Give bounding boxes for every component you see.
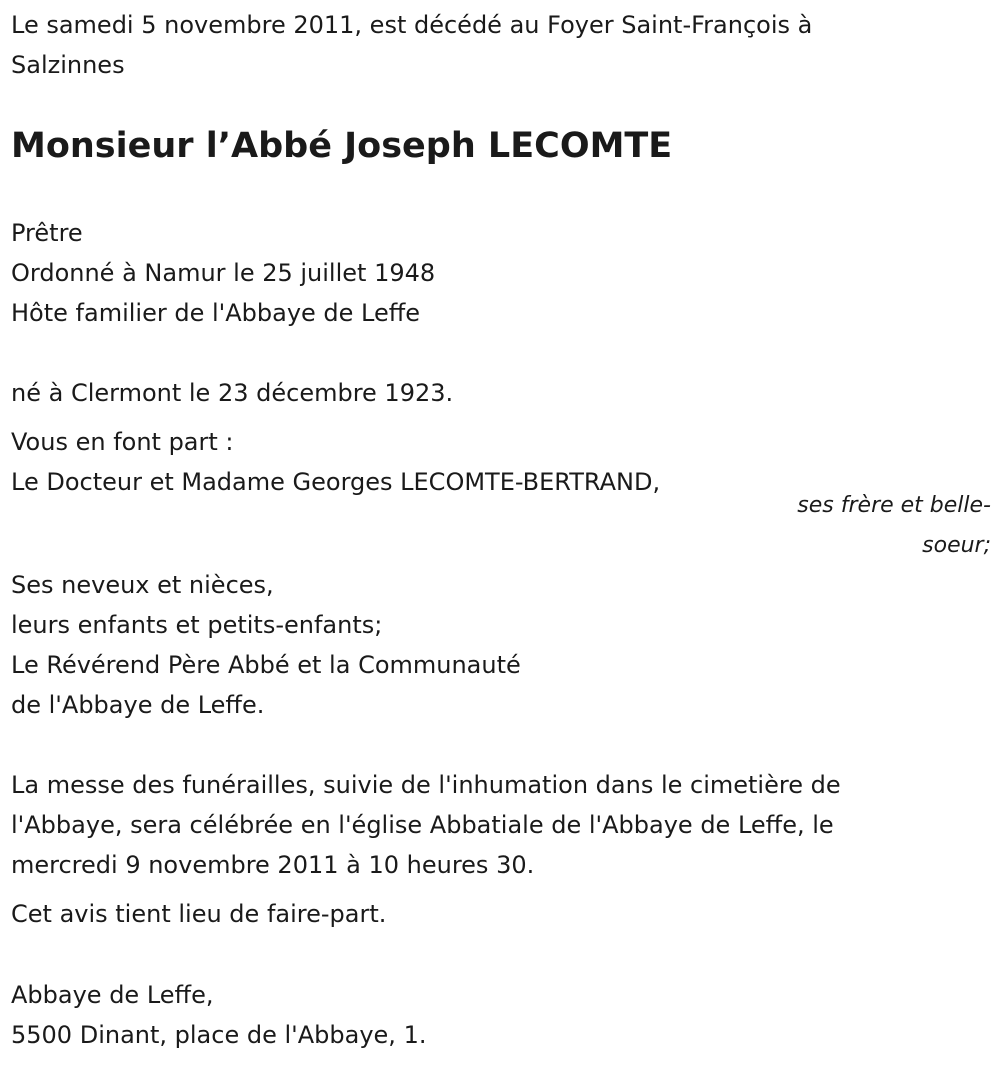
title-ordination: Ordonné à Namur le 25 juillet 1948: [11, 259, 436, 287]
death-announcement-line-2: Salzinnes: [11, 51, 125, 79]
title-abbey-guest: Hôte familier de l'Abbaye de Leffe: [11, 299, 421, 327]
family-children: leurs enfants et petits-enfants;: [11, 611, 383, 639]
title-priest: Prêtre: [11, 219, 83, 247]
family-member-line: Le Docteur et Madame Georges LECOMTE-BERTRAND,: [11, 468, 661, 496]
relation-line-2: soeur;: [922, 533, 991, 558]
deceased-name: Monsieur l’Abbé Joseph LECOMTE: [11, 126, 673, 166]
announcement-intro: Vous en font part :: [11, 428, 234, 456]
funeral-line-3: mercredi 9 novembre 2011 à 10 heures 30.: [11, 851, 535, 879]
address-line-1: Abbaye de Leffe,: [11, 981, 214, 1009]
address-line-2: 5500 Dinant, place de l'Abbaye, 1.: [11, 1021, 427, 1049]
notice-text: Cet avis tient lieu de faire-part.: [11, 900, 387, 928]
relation-line-1: ses frère et belle-: [797, 493, 991, 518]
birth-info: né à Clermont le 23 décembre 1923.: [11, 379, 454, 407]
death-announcement-line-1: Le samedi 5 novembre 2011, est décédé au Foyer Saint-François à: [11, 11, 813, 39]
funeral-line-1: La messe des funérailles, suivie de l'inhumation dans le cimetière de: [11, 771, 841, 799]
family-nephews: Ses neveux et nièces,: [11, 571, 274, 599]
abbey-name: de l'Abbaye de Leffe.: [11, 691, 265, 719]
abbot-community: Le Révérend Père Abbé et la Communauté: [11, 651, 521, 679]
funeral-line-2: l'Abbaye, sera célébrée en l'église Abbatiale de l'Abbaye de Leffe, le: [11, 811, 834, 839]
